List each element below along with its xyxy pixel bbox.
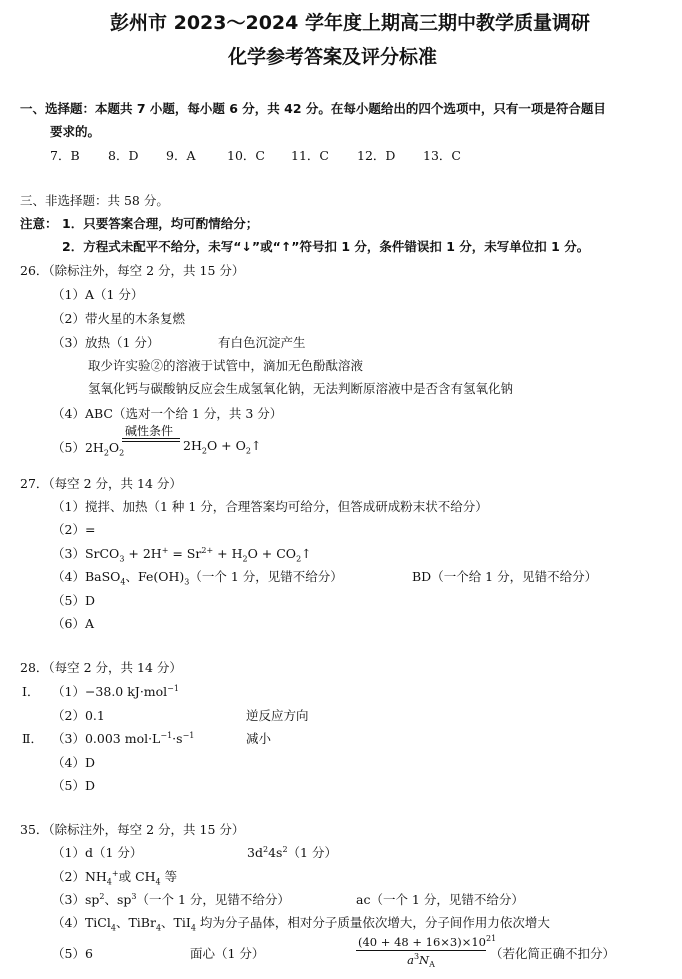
q35-a3-pre: （3）sp: [52, 892, 100, 907]
q27-a5: （5）D: [52, 593, 95, 608]
mc-answer: 10．C: [227, 148, 265, 163]
q26-header: 26．（除标注外，每空 2 分，共 15 分）: [20, 263, 245, 278]
q27-a3-end: + H: [213, 546, 243, 561]
page-subtitle: 化学参考答案及评分标准: [228, 46, 438, 68]
q28-a2b: 逆反应方向: [246, 708, 309, 723]
q28-a2: （2）0.1: [52, 708, 105, 723]
part1-heading-cont: 要求的。: [50, 124, 101, 139]
fraction-denominator: [356, 951, 486, 969]
q26-a5-condition: 碱性条件: [125, 424, 174, 438]
q27-a4-tail: （一个 1 分，见错不给分）: [189, 569, 343, 584]
q28-a1-sup: −1: [167, 683, 179, 693]
q28-a3-sup2: −1: [182, 730, 195, 740]
q35-a1b-mid: 4s: [268, 845, 283, 860]
mc-answer: 13．C: [423, 148, 461, 163]
q26-a3: （3）放热（1 分）: [52, 335, 160, 350]
q28-roman-2: Ⅱ．: [22, 731, 43, 746]
q35-a5: （5）6: [52, 946, 93, 961]
density-fraction: [356, 934, 497, 969]
q35-a3-mid: 、sp: [104, 892, 132, 907]
q26-a5-tail: O + O: [206, 438, 246, 453]
q35-a2-pre: （2）NH: [52, 869, 107, 884]
fraction-numerator: [356, 934, 497, 951]
q26-a4: （4）ABC（选对一个给 1 分，共 3 分）: [52, 406, 283, 421]
part3-heading: 三、非选择题：共 58 分。: [20, 193, 169, 208]
q35-a3: $(3)sp^2$、$sp^3$（一个 1 分，见错不给分）: [52, 891, 290, 907]
mc-answer: 8．D: [108, 148, 139, 163]
q28-a3b: 减小: [246, 731, 272, 746]
q26-a5-products: $2H_2O$ + $O_2↑$: [183, 438, 262, 456]
q35-a1: （1）d（1 分）: [52, 845, 143, 860]
q26-a3c: 取少许实验②的溶液于试管中，滴加无色酚酞溶液: [88, 358, 364, 373]
q35-a4-m2: 、TiI: [161, 915, 191, 930]
q35-a4-pre: （4）TiCl: [52, 915, 111, 930]
q27-a3-end2: O + CO: [247, 546, 297, 561]
q26-a3b: 有白色沉淀产生: [218, 335, 306, 350]
q35-a2-tail: 等: [160, 869, 178, 884]
q28-a1-text: （1）−38.0 kJ·mol: [52, 684, 168, 699]
q28-a3-mid: ·s: [172, 731, 183, 746]
q35-header: 35．（除标注外，每空 2 分，共 15 分）: [20, 822, 245, 837]
q35-a4-m1: 、TiBr: [115, 915, 156, 930]
q27-a6: （6）A: [52, 616, 94, 631]
q28-roman-1: Ⅰ．: [22, 684, 40, 699]
mc-answer: 12．D: [357, 148, 396, 163]
q35-a5-note: （若化简正确不扣分）: [490, 946, 616, 961]
note-1: 1．只要答案合理，均可酌情给分；: [62, 216, 259, 231]
q27-a4-mid: 、Fe(OH): [125, 569, 185, 584]
q35-a1b: $3d^24s^2(1$ 分）: [247, 844, 337, 860]
den-n: N: [419, 952, 430, 967]
q27-a4b: BD（一个给 1 分，见错不给分）: [412, 569, 598, 584]
q27-header: 27．（每空 2 分，共 14 分）: [20, 476, 182, 491]
note-2: 2．方程式未配平不给分，未写“↓”或“↑”符号扣 1 分，条件错误扣 1 分，未写单位扣 1 分。: [62, 239, 590, 254]
q26-a3d: 氢氧化钙与碳酸钠反应会生成氢氧化钠，无法判断原溶液中是否含有氢氧化钠: [88, 381, 514, 396]
q35-a3-tail: （一个 1 分，见错不给分）: [136, 892, 290, 907]
q27-a4-pre: （4）BaSO: [52, 569, 121, 584]
q28-a3: [52, 729, 194, 747]
mc-answer: 11．C: [291, 148, 329, 163]
q26-a5-label: （5）: [52, 440, 85, 455]
mc-answer: 7．B: [50, 148, 80, 163]
note-label: 注意：: [20, 216, 58, 231]
q27-a4: （4）BaSO$_4$、$Fe(OH)_3$（一个 1 分，见错不给分）: [52, 569, 343, 587]
q27-a3-mid2: = Sr: [168, 546, 202, 561]
q28-a5: （5）D: [52, 778, 95, 793]
num-text: (40 + 48 + 16×3)×10: [358, 934, 486, 949]
q26-a5: $(5)2H_2O_2$: [52, 440, 125, 458]
den-sub: A: [429, 959, 435, 969]
q26-a2: （2）带火星的木条复燃: [52, 311, 185, 326]
page-title: 彭州市 2023～2024 学年度上期高三期中教学质量调研: [110, 12, 590, 34]
q35-a1b-tail: （1 分）: [287, 845, 337, 860]
q28-a3-sup1: −1: [160, 730, 173, 740]
q26-a5-right: 2H: [183, 438, 202, 453]
q28-a4: （4）D: [52, 755, 95, 770]
den-sup: 3: [413, 951, 420, 961]
q35-a2: $(2)NH_4^+$或 $CH_4$ 等: [52, 868, 178, 887]
q28-a1: [52, 682, 179, 700]
q27-a3-mid: + 2H: [124, 546, 162, 561]
equal-bar-bottom: [122, 441, 180, 442]
q35-a3b: ac（一个 1 分，见错不给分）: [356, 892, 524, 907]
q27-a3-pre: （3）SrCO: [52, 546, 120, 561]
q27-a1: （1）搅拌、加热（1 种 1 分，合理答案均可给分，但答成研成粉末状不给分）: [52, 499, 488, 514]
q27-a3: （3）SrCO$_3$ + $2H^+ = Sr^{2+} + H_2O$ + $CO_2↑$: [52, 545, 312, 564]
den-a: a: [407, 952, 414, 967]
part1-heading: 一、选择题：本题共 7 小题，每小题 6 分，共 42 分。在每小题给出的四个选项中，只有一项是符合题目: [20, 101, 606, 116]
q35-a5b: 面心（1 分）: [190, 946, 265, 961]
q26-a5-left: 2H: [84, 440, 104, 455]
q35-a4: （4）TiCl$_4$、TiBr$_4$、TiI$_4$ 均为分子晶体，相对分子质量依次增大，分子间作用力依次增大: [52, 915, 550, 933]
q35-a2-mid: 或 CH: [118, 869, 156, 884]
q35-a1b-pre: 3d: [247, 845, 263, 860]
q28-a3-text: （3）0.003 mol·L: [52, 731, 161, 746]
equal-bar-top: [122, 438, 180, 439]
mc-answer: 9．A: [166, 148, 196, 163]
q35-a4-tail: 均为分子晶体，相对分子质量依次增大，分子间作用力依次增大: [195, 915, 550, 930]
q26-a1: （1）A（1 分）: [52, 287, 144, 302]
q27-a2: （2）=: [52, 522, 96, 537]
q28-header: 28．（每空 2 分，共 14 分）: [20, 660, 182, 675]
num-sup: 21: [486, 934, 497, 943]
